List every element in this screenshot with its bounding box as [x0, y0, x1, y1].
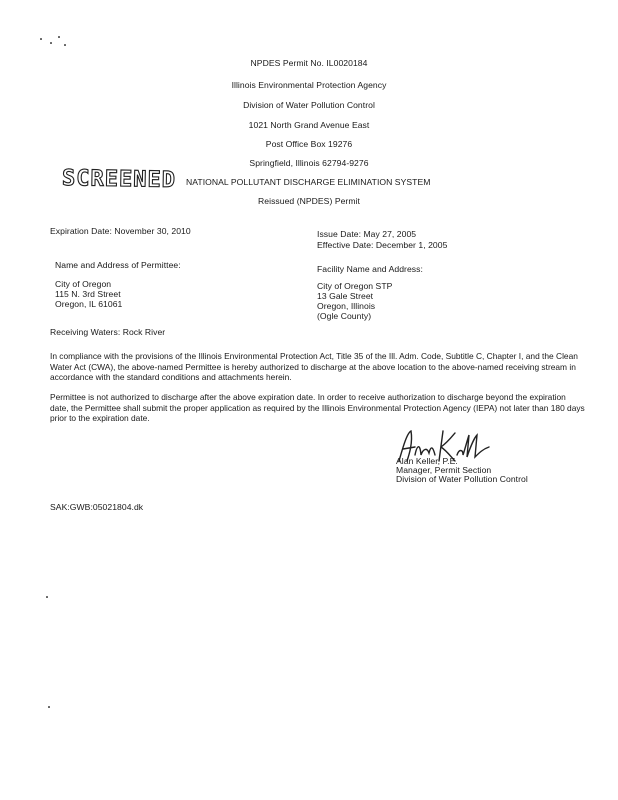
scan-speck — [50, 42, 52, 44]
address-line-1: 1021 North Grand Avenue East — [248, 120, 370, 130]
scan-speck — [46, 596, 48, 598]
permittee-line: City of Oregon — [55, 279, 112, 289]
division-name: Division of Water Pollution Control — [243, 100, 375, 110]
facility-line: (Ogle County) — [317, 311, 372, 321]
scan-speck — [58, 36, 60, 38]
facility-heading: Facility Name and Address: — [317, 264, 423, 274]
receiving-waters: Receiving Waters: Rock River — [50, 327, 166, 337]
issue-date: Issue Date: May 27, 2005 — [317, 229, 417, 239]
facility-line: City of Oregon STP — [317, 281, 393, 291]
permittee-line: Oregon, IL 61061 — [55, 299, 123, 309]
reference-code: SAK:GWB:05021804.dk — [50, 502, 144, 512]
address-line-3: Springfield, Illinois 62794-9276 — [249, 158, 369, 168]
permittee-heading: Name and Address of Permittee: — [55, 260, 181, 270]
scan-speck — [40, 38, 42, 40]
scan-speck — [48, 706, 50, 708]
signer-title: Manager, Permit Section — [396, 465, 492, 475]
address-line-2: Post Office Box 19276 — [265, 139, 353, 149]
permit-type: Reissued (NPDES) Permit — [258, 196, 360, 206]
scan-speck — [64, 44, 66, 46]
permit-number: NPDES Permit No. IL0020184 — [250, 58, 368, 68]
facility-line: 13 Gale Street — [317, 291, 374, 301]
signer-division: Division of Water Pollution Control — [396, 474, 528, 484]
system-title: NATIONAL POLLUTANT DISCHARGE ELIMINATION SYSTEM — [186, 177, 431, 187]
screened-stamp: SCREENED — [61, 166, 177, 193]
permittee-line: 115 N. 3rd Street — [55, 289, 121, 299]
authorization-paragraph: In compliance with the provisions of the Illinois Environmental Protection Act, Title 35 of the Ill. Adm. Code, Subtitle C, Chapter I, and the Clean Water Act (CWA), the above-named Permittee is hereby authorized to discharge at the above location to the above-named receiving stream in accordance with the standard conditions and attachments herein. — [50, 351, 578, 383]
facility-line: Oregon, Illinois — [317, 301, 376, 311]
expiration-paragraph: Permittee is not authorized to discharge after the above expiration date. In order to receive authorization to discharge beyond the expiration date, the Permittee shall submit the proper application as required by the Illinois Environmental Protection Agency (IEPA) not later than 180 days prior to the expiration date. — [50, 392, 585, 424]
effective-date: Effective Date: December 1, 2005 — [317, 240, 448, 250]
expiration-date: Expiration Date: November 30, 2010 — [50, 226, 191, 236]
signer-name: Alan Keller, P.E. — [396, 456, 458, 466]
agency-name: Illinois Environmental Protection Agency — [231, 80, 387, 90]
